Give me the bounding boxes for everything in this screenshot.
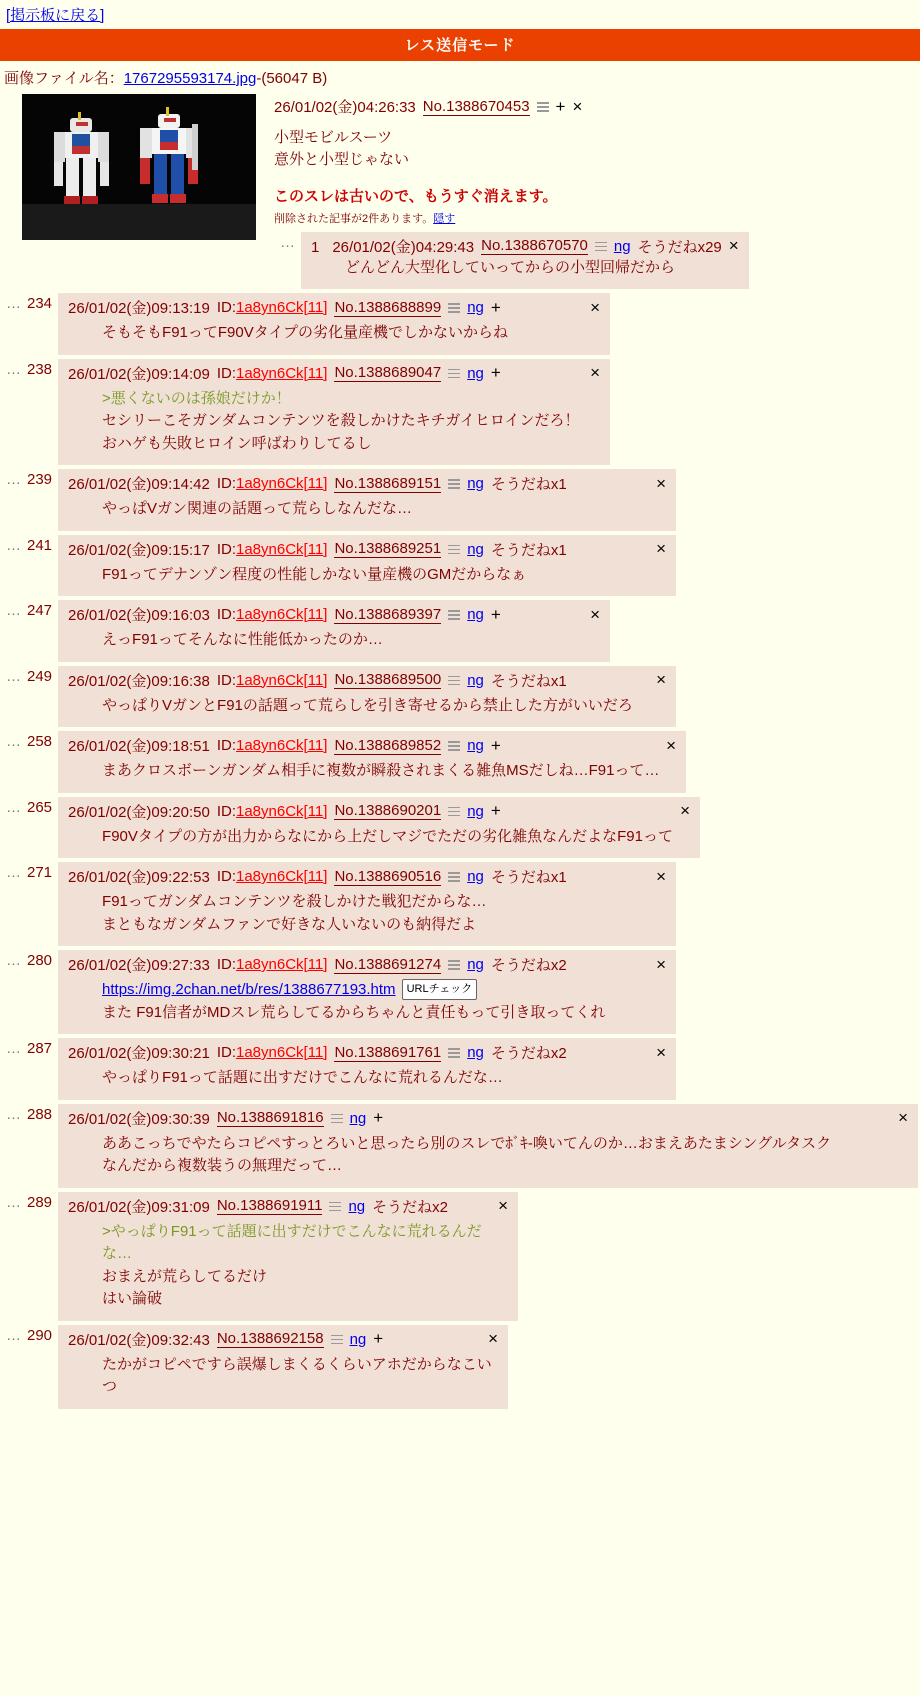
reply-post [0, 1038, 920, 1100]
replies-list [0, 293, 920, 1409]
reply-text-line: やっぱりF91って話題に出すだけでこんなに荒れるんだな… [102, 1069, 503, 1086]
back-to-board-bar [0, 0, 920, 27]
expand-plus-button[interactable]: + [490, 604, 501, 624]
reply-postno[interactable]: No.1388691761 [334, 1043, 442, 1061]
reply-text [68, 891, 666, 936]
reply-text-line: F91ってデナンゾン程度の性能しかない量産機のGMだからなぁ [102, 565, 527, 583]
hamburger-icon[interactable] [448, 871, 460, 882]
op-filename-line [0, 61, 920, 92]
close-icon[interactable]: × [656, 670, 667, 689]
expand-plus-button[interactable]: + [490, 735, 501, 755]
hide-deleted-link[interactable]: 隠す [433, 212, 456, 225]
close-icon[interactable]: × [656, 1042, 667, 1062]
close-icon[interactable]: × [590, 363, 601, 382]
expand-plus-button[interactable]: + [490, 297, 501, 317]
close-icon[interactable]: × [488, 1329, 499, 1348]
reply-row [0, 666, 920, 728]
reply-number: 288 [27, 1105, 53, 1123]
reply-id-value[interactable]: 1a8yn6Ck[11] [235, 540, 328, 558]
hamburger-icon[interactable] [595, 241, 607, 252]
sodane-count[interactable]: そうだねx1 [490, 476, 567, 493]
reply-postno[interactable]: No.1388690201 [334, 802, 442, 819]
reply-card [58, 359, 610, 466]
reply-card [58, 862, 676, 946]
reply-text-line: えっF91ってそんなに性能低かったのか… [102, 631, 383, 648]
hamburger-icon[interactable] [448, 478, 460, 489]
ng-button[interactable]: ng [467, 868, 484, 885]
hamburger-icon[interactable] [448, 740, 460, 751]
reply-meta-row [68, 1196, 508, 1217]
close-icon[interactable]: × [590, 604, 601, 624]
deleted-posts-note [274, 210, 920, 226]
reply-card [58, 293, 610, 355]
reply-number: 234 [27, 295, 53, 312]
reply-postno[interactable]: No.1388689151 [334, 474, 442, 492]
sodane-count[interactable]: そうだねx2 [490, 957, 567, 974]
reply-row [0, 600, 920, 662]
reply-dots[interactable]: … [6, 295, 21, 312]
op-text-line: 小型モビルスーツ [274, 129, 393, 146]
reply-number: 1 [311, 238, 320, 256]
reply-date: 26/01/02(金)09:30:39 [68, 1110, 210, 1128]
hamburger-icon[interactable] [448, 368, 460, 379]
post-mode-bar: レス送信モード [0, 29, 920, 61]
close-icon[interactable]: × [656, 954, 667, 974]
reply-text [68, 1221, 508, 1311]
reply-date: 26/01/02(金)09:20:50 [68, 803, 210, 821]
reply-number: 239 [27, 471, 53, 488]
reply-text [68, 1133, 908, 1178]
op-filename-link[interactable]: 1767295593174.jpg [123, 70, 257, 87]
reply-user-id [217, 803, 328, 820]
reply-text-line: やっぱVガン関連の話題って荒らしなんだな… [102, 500, 413, 517]
expand-plus-button[interactable]: + [373, 1329, 384, 1348]
reply-date: 26/01/02(金)09:16:38 [68, 672, 210, 690]
reply-text [68, 1067, 666, 1090]
reply-id-value[interactable]: 1a8yn6Ck[11] [235, 802, 328, 820]
reply-date: 26/01/02(金)09:18:51 [68, 738, 210, 755]
reply-dots[interactable]: … [6, 1326, 21, 1344]
reply-text-line: セシリーこそガンダムコンテンツを殺しかけたキチガイヒロインだろ！ [102, 412, 580, 429]
reply-id-label: ID: [216, 737, 236, 754]
hamburger-icon[interactable] [331, 1334, 343, 1345]
reply-id-label: ID: [216, 606, 236, 623]
reply-user-id [217, 541, 328, 558]
reply-number: 271 [27, 864, 53, 881]
reply-user-id [217, 475, 328, 492]
reply-dots[interactable]: … [6, 667, 21, 685]
sodane-count[interactable]: そうだねx1 [490, 541, 567, 559]
reply-dots[interactable]: … [6, 864, 21, 881]
reply-user-id [217, 868, 328, 885]
reply-id-value[interactable]: 1a8yn6Ck[11] [235, 1044, 328, 1061]
reply-text [68, 564, 666, 587]
reply-card [58, 1192, 518, 1321]
reply-text-line: また F91信者がMDスレ荒らしてるからちゃんと責任もって引き取ってくれ [102, 1003, 606, 1021]
expand-plus-button[interactable]: + [555, 96, 566, 116]
hamburger-icon[interactable] [448, 675, 460, 686]
reply-text [68, 629, 600, 652]
reply-card [58, 600, 610, 662]
reply-post [0, 535, 920, 597]
reply-text [68, 695, 666, 718]
reply-row [0, 1104, 920, 1188]
reply-card [58, 1104, 918, 1188]
reply-meta-row [68, 1042, 666, 1063]
op-first-reply [274, 232, 920, 290]
op-filename-label: 画像ファイル名： [4, 70, 124, 87]
ng-button[interactable]: ng [349, 1109, 367, 1127]
reply-id-value[interactable]: 1a8yn6Ck[11] [235, 606, 328, 623]
reply-date: 26/01/02(金)09:13:19 [68, 300, 210, 317]
reply-text-line: なんだから複数装うの無理だって… [102, 1157, 343, 1174]
ng-button[interactable]: ng [467, 475, 484, 492]
reply-date: 26/01/02(金)04:29:43 [332, 238, 475, 256]
reply-id-label: ID: [216, 802, 236, 820]
reply-date: 26/01/02(金)09:22:53 [68, 869, 210, 886]
reply-card [58, 797, 700, 859]
external-link[interactable]: https://img.2chan.net/b/res/1388677193.htm [102, 981, 396, 998]
reply-user-id [217, 1044, 328, 1061]
reply-number: 238 [27, 360, 53, 378]
reply-meta-row [68, 735, 676, 756]
reply-text-line: おまえが荒らしてるだけ [102, 1267, 268, 1285]
reply-id-value[interactable]: 1a8yn6Ck[11] [235, 868, 328, 885]
reply-date: 26/01/02(金)09:31:09 [68, 1198, 210, 1216]
expand-plus-button[interactable]: + [490, 801, 501, 820]
hamburger-icon[interactable] [448, 544, 460, 555]
reply-text-line: ああこっちでやたらコピペすっとろいと思ったら別のスレでﾎﾞｷ-喚いてんのか…おまえあたまシングルタスク [102, 1134, 832, 1152]
reply-dots[interactable]: … [6, 733, 21, 750]
reply-meta-row [68, 363, 600, 384]
hamburger-icon[interactable] [537, 101, 549, 112]
reply-id-label: ID: [216, 1044, 236, 1061]
reply-dots[interactable]: … [6, 1193, 21, 1211]
reply-id-label: ID: [216, 299, 236, 316]
reply-text-line: F90Vタイプの方が出力からなにから上だしマジでただの劣化雑魚なんだよなF91って [102, 827, 673, 845]
reply-text: どんどん大型化していってからの小型回帰だから [345, 258, 676, 276]
reply-date: 26/01/02(金)09:32:43 [68, 1331, 210, 1349]
reply-post [0, 1104, 920, 1188]
reply-text [68, 826, 690, 849]
reply-dots[interactable]: … [6, 602, 21, 619]
reply-text [68, 498, 666, 521]
ng-button[interactable]: ng [467, 364, 484, 382]
reply-text [68, 979, 666, 1024]
reply-postno[interactable]: No.1388689500 [334, 671, 442, 688]
reply-card [301, 232, 749, 290]
reply-row [0, 1325, 920, 1409]
reply-card [58, 469, 676, 531]
reply-postno[interactable]: No.1388689852 [334, 736, 442, 754]
reply-post [0, 950, 920, 1034]
reply-post [0, 359, 920, 466]
close-icon[interactable]: × [656, 473, 667, 493]
reply-link-line [102, 979, 666, 1002]
reply-dots[interactable]: … [6, 1105, 21, 1123]
reply-quote-line: >やっぱりF91って話題に出すだけでこんなに荒れるんだな… [102, 1222, 482, 1262]
reply-text-line: そもそもF91ってF90Vタイプの劣化量産機でしかないからね [102, 324, 508, 341]
reply-meta-row [68, 1108, 908, 1129]
reply-date: 26/01/02(金)09:16:03 [68, 607, 210, 624]
reply-dots[interactable]: … [6, 1040, 21, 1057]
hamburger-icon[interactable] [448, 1047, 460, 1058]
close-icon[interactable]: × [728, 236, 739, 255]
reply-meta-row [68, 954, 666, 975]
reply-row [0, 359, 920, 466]
reply-number: 265 [27, 798, 53, 816]
reply-user-id [217, 299, 328, 316]
reply-dots[interactable]: … [6, 360, 21, 378]
reply-card [58, 731, 686, 793]
reply-text-line: たかがコピペですら誤爆しまくるくらいアホだからなこいつ [102, 1355, 492, 1395]
reply-id-label: ID: [216, 364, 236, 382]
reply-user-id [217, 606, 328, 623]
reply-postno[interactable]: No.1388689397 [334, 605, 442, 623]
reply-postno[interactable]: No.1388670570 [481, 237, 588, 254]
ng-button[interactable]: ng [349, 1330, 367, 1348]
reply-post [0, 1192, 920, 1321]
reply-post [0, 862, 920, 946]
reply-number: 241 [27, 536, 53, 554]
sodane-count[interactable]: そうだねx1 [490, 869, 567, 886]
sodane-count[interactable]: そうだねx2 [372, 1198, 448, 1216]
reply-user-id [217, 365, 328, 382]
reply-id-value[interactable]: 1a8yn6Ck[11] [235, 299, 328, 316]
reply-postno[interactable]: No.1388692158 [216, 1330, 324, 1347]
op-date: 26/01/02(金)04:26:33 [274, 99, 416, 116]
back-to-board-link[interactable]: [掲示板に戻る] [6, 7, 105, 24]
close-icon[interactable]: × [656, 866, 667, 886]
reply-id-value[interactable]: 1a8yn6Ck[11] [235, 364, 328, 382]
reply-number: 280 [27, 952, 53, 969]
reply-id-label: ID: [216, 956, 236, 973]
reply-quote-line: >悪くないのは孫娘だけか！ [102, 389, 291, 407]
op-meta-row [274, 96, 920, 117]
ng-button[interactable]: ng [467, 737, 484, 754]
reply-text-line: はい論破 [102, 1290, 163, 1307]
reply-dots[interactable]: … [6, 798, 21, 816]
reply-text-line: まともなガンダムファンで好きな人いないのも納得だよ [102, 915, 477, 933]
close-icon[interactable]: × [666, 735, 677, 755]
op-filesize: -(56047 B) [256, 70, 328, 87]
ng-button[interactable]: ng [348, 1197, 366, 1215]
close-icon[interactable]: × [590, 297, 601, 317]
ng-button[interactable]: ng [467, 1044, 484, 1061]
ng-button[interactable]: ng [467, 956, 484, 973]
op-thumbnail[interactable] [22, 94, 256, 240]
thread-expiry-warning: このスレは古いので、もうすぐ消えます。 [274, 187, 558, 205]
reply-postno[interactable]: No.1388689047 [334, 364, 442, 381]
reply-card [58, 666, 676, 728]
reply-row [0, 1038, 920, 1100]
reply-number: 287 [27, 1040, 53, 1057]
close-icon[interactable]: × [498, 1196, 509, 1215]
reply-post [0, 600, 920, 662]
reply-number: 289 [27, 1193, 53, 1211]
reply-text-line: おハゲも失敗ヒロイン呼ばわりしてるし [102, 434, 372, 452]
reply-id-label: ID: [216, 671, 236, 689]
reply-id-value[interactable]: 1a8yn6Ck[11] [235, 475, 328, 492]
reply-id-value[interactable]: 1a8yn6Ck[11] [235, 671, 328, 689]
reply-meta-row [68, 473, 666, 494]
hamburger-icon[interactable] [448, 806, 460, 817]
op-text [274, 127, 920, 171]
reply-card [58, 1325, 508, 1409]
reply-user-id [217, 672, 328, 689]
hamburger-icon[interactable] [448, 302, 460, 313]
reply-number: 247 [27, 602, 53, 619]
reply-row [0, 1192, 920, 1321]
reply-meta-row [311, 236, 739, 257]
reply-date: 26/01/02(金)09:14:09 [68, 365, 210, 383]
deleted-posts-count: 削除された記事が2件あります。 [274, 212, 434, 225]
reply-text [68, 388, 600, 456]
ng-button[interactable]: ng [613, 237, 631, 255]
reply-id-value[interactable]: 1a8yn6Ck[11] [235, 956, 328, 973]
reply-post [0, 797, 920, 859]
reply-text [68, 322, 600, 345]
reply-date: 26/01/02(金)09:27:33 [68, 957, 210, 974]
reply-number: 258 [27, 733, 53, 750]
reply-meta-row [68, 866, 666, 887]
reply-id-label: ID: [216, 475, 236, 492]
reply-text [68, 760, 676, 783]
reply-row [0, 862, 920, 946]
sodane-count[interactable]: そうだねx1 [490, 672, 567, 690]
reply-row [0, 293, 920, 355]
reply-dots[interactable]: … [6, 536, 21, 554]
reply-user-id [217, 956, 328, 973]
reply-text-line: F91ってガンダムコンテンツを殺しかけた戦犯だからな… [102, 893, 487, 910]
hamburger-icon[interactable] [331, 1113, 343, 1124]
reply-meta-row [68, 297, 600, 318]
expand-plus-button[interactable]: + [490, 363, 501, 382]
reply-post [0, 731, 920, 793]
reply-postno[interactable]: No.1388689251 [334, 540, 442, 557]
reply-number: 249 [27, 667, 53, 685]
reply-row [0, 797, 920, 859]
ng-button[interactable]: ng [467, 671, 484, 689]
reply-user-id [217, 737, 328, 754]
sodane-count[interactable]: そうだねx29 [637, 238, 722, 256]
reply-post [0, 469, 920, 531]
reply-id-value[interactable]: 1a8yn6Ck[11] [235, 737, 328, 754]
op-postno[interactable]: No.1388670453 [422, 97, 530, 115]
reply-post [0, 293, 920, 355]
ng-button[interactable]: ng [467, 540, 484, 558]
reply-row [0, 731, 920, 793]
reply-dots[interactable]: … [6, 952, 21, 969]
reply-card [58, 535, 676, 597]
reply-id-label: ID: [216, 868, 236, 885]
reply-meta-row [68, 539, 666, 560]
gundam-figures-image [22, 94, 256, 240]
reply-post [0, 666, 920, 728]
reply-meta-row [68, 1329, 498, 1350]
reply-row [0, 950, 920, 1034]
reply-id-label: ID: [216, 540, 236, 558]
reply-meta-row [68, 670, 666, 691]
reply-dots[interactable]: … [280, 233, 295, 251]
reply-number: 290 [27, 1326, 53, 1344]
hamburger-icon[interactable] [329, 1201, 341, 1212]
reply-date: 26/01/02(金)09:15:17 [68, 541, 210, 559]
hamburger-icon[interactable] [448, 609, 460, 620]
reply-text-line: まあクロスボーンガンダム相手に複数が瞬殺されまくる雑魚MSだしね…F91って… [102, 762, 660, 779]
op-post [0, 92, 920, 289]
reply-row [0, 469, 920, 531]
reply-dots[interactable]: … [6, 471, 21, 488]
close-icon[interactable]: × [898, 1108, 909, 1127]
reply-card [58, 950, 676, 1034]
reply-postno[interactable]: No.1388690516 [334, 867, 442, 885]
reply-postno[interactable]: No.1388688899 [334, 298, 442, 316]
reply-postno[interactable]: No.1388691911 [216, 1197, 323, 1214]
close-icon[interactable]: × [572, 96, 583, 116]
op-body [274, 92, 920, 289]
reply-date: 26/01/02(金)09:30:21 [68, 1045, 210, 1062]
reply-card [58, 1038, 676, 1100]
url-check-button[interactable]: URLチェック [402, 979, 478, 1000]
reply-meta-row [68, 604, 600, 625]
reply-postno[interactable]: No.1388691816 [216, 1109, 324, 1126]
ng-button[interactable]: ng [467, 802, 484, 820]
ng-button[interactable]: ng [467, 299, 484, 316]
reply-date: 26/01/02(金)09:14:42 [68, 476, 210, 493]
reply-text [68, 1354, 498, 1399]
reply-meta-row [68, 801, 690, 822]
close-icon[interactable]: × [680, 801, 691, 820]
sodane-count[interactable]: そうだねx2 [490, 1045, 567, 1062]
reply-postno[interactable]: No.1388691274 [334, 955, 442, 973]
close-icon[interactable]: × [656, 539, 667, 558]
reply-row [0, 535, 920, 597]
reply-text-line: やっぱりVガンとF91の話題って荒らしを引き寄せるから禁止した方がいいだろ [102, 696, 633, 714]
hamburger-icon[interactable] [448, 959, 460, 970]
reply-post [0, 1325, 920, 1409]
ng-button[interactable]: ng [467, 606, 484, 623]
expand-plus-button[interactable]: + [373, 1108, 384, 1127]
op-text-line: 意外と小型じゃない [274, 150, 410, 168]
